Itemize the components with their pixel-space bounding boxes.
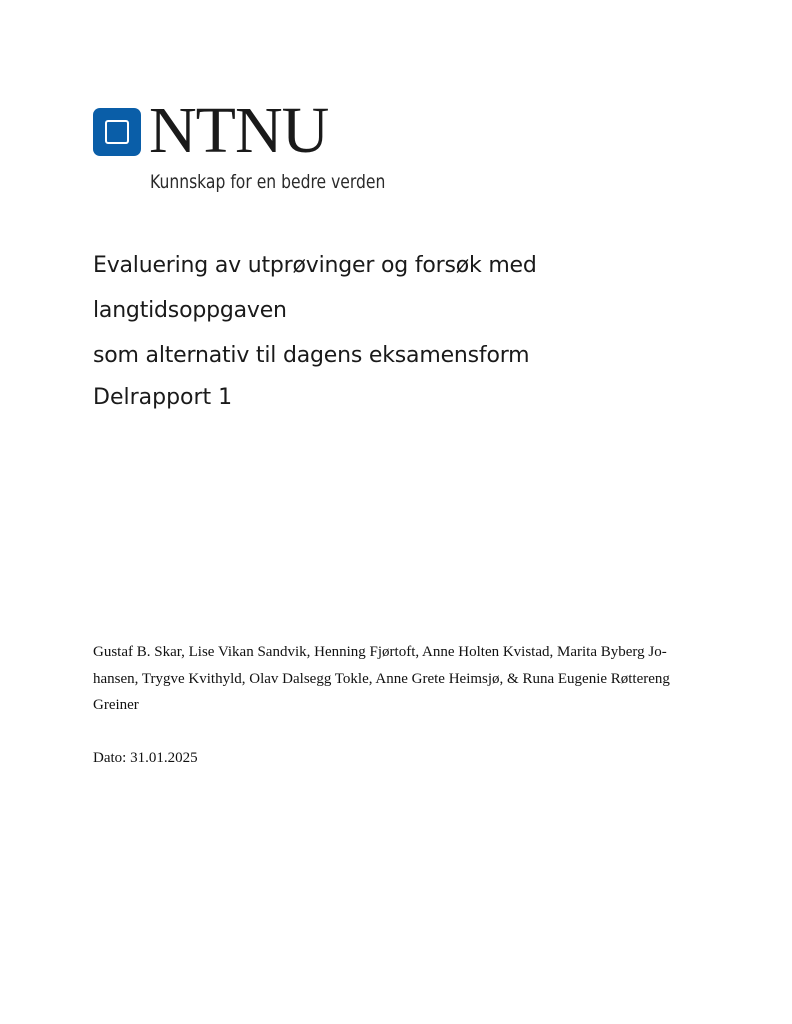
author-list-line-2: hansen, Trygve Kvithyld, Olav Dalsegg Tokle, Anne Grete Heimsjø, & Runa Eugenie Røttereng bbox=[93, 670, 670, 687]
author-list-line-3: Greiner bbox=[93, 697, 139, 713]
logo-wordmark: NTNU bbox=[149, 94, 329, 167]
document-date: Dato: 31.01.2025 bbox=[93, 750, 198, 766]
document-title bbox=[93, 243, 733, 378]
document-title-line-1: Evaluering av utprøvinger og forsøk med langtidsoppgaven bbox=[93, 253, 537, 323]
logo-tagline: Kunnskap for en bedre verden bbox=[150, 171, 386, 193]
document-subtitle: Delrapport 1 bbox=[93, 385, 233, 410]
ntnu-logo bbox=[93, 94, 413, 199]
logo-mark-inner-square bbox=[105, 120, 129, 144]
document-title-line-2: som alternativ til dagens eksamensform bbox=[93, 343, 530, 368]
ntnu-logo-mark-icon bbox=[93, 108, 141, 156]
author-list bbox=[93, 639, 698, 719]
author-list-line-1: Gustaf B. Skar, Lise Vikan Sandvik, Henning Fjørtoft, Anne Holten Kvistad, Marita Byberg Jo- bbox=[93, 644, 667, 660]
